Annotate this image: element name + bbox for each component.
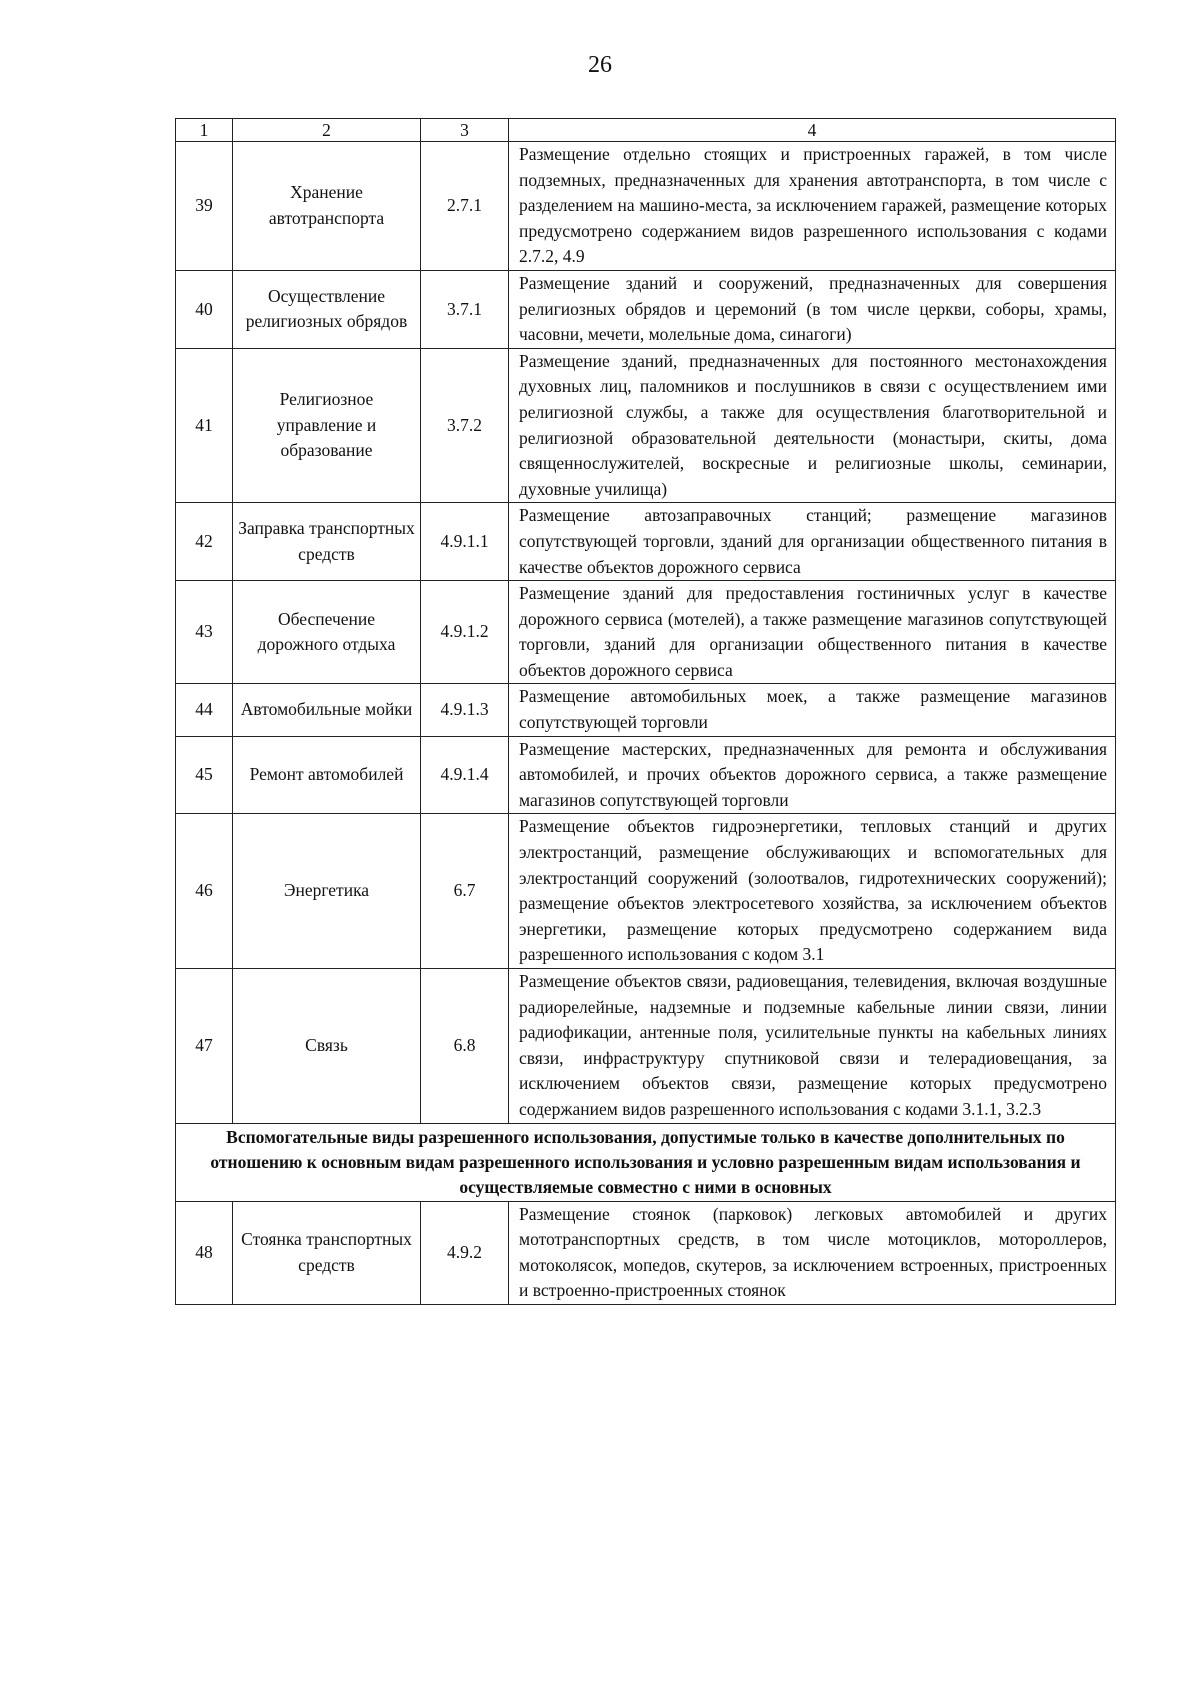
use-type-name: Ремонт автомобилей [233, 736, 421, 814]
row-number: 41 [176, 348, 233, 503]
table-row [176, 270, 1116, 348]
row-number: 47 [176, 969, 233, 1124]
column-header-1: 1 [176, 119, 233, 142]
row-number: 44 [176, 684, 233, 736]
use-type-code: 4.9.1.1 [421, 503, 509, 581]
use-type-name: Хранение автотранспорта [233, 142, 421, 271]
use-type-description: Размещение зданий для предоставления гостиничных услуг в качестве дорожного сервиса (мотелей), а также размещение магазинов сопутствующей торговли, зданий для организации общественного питания в качестве объектов дорожного сервиса [509, 581, 1116, 684]
use-type-code: 3.7.1 [421, 270, 509, 348]
column-header-4: 4 [509, 119, 1116, 142]
use-type-description: Размещение зданий, предназначенных для постоянного местонахождения духовных лиц, паломников и послушников в связи с осуществлением ими религиозной службы, а также для осуществления благотворительной и религиозной образовательной деятельности (монастыри, скиты, дома священнослужителей, воскресные и религиозные школы, семинарии, духовные училища) [509, 348, 1116, 503]
page-number: 26 [588, 52, 612, 78]
land-use-table [175, 118, 1116, 1305]
use-type-name: Связь [233, 969, 421, 1124]
use-type-description: Размещение автозаправочных станций; размещение магазинов сопутствующей торговли, зданий для организации общественного питания в качестве объектов дорожного сервиса [509, 503, 1116, 581]
table-row [176, 142, 1116, 271]
table-row [176, 348, 1116, 503]
use-type-code: 4.9.1.4 [421, 736, 509, 814]
use-type-name: Стоянка транспортных средств [233, 1201, 421, 1304]
use-type-description: Размещение зданий и сооружений, предназначенных для совершения религиозных обрядов и церемоний (в том числе церкви, соборы, храмы, часовни, мечети, молельные дома, синагоги) [509, 270, 1116, 348]
row-number: 39 [176, 142, 233, 271]
table-header-row [176, 119, 1116, 142]
use-type-name: Осуществление религиозных обрядов [233, 270, 421, 348]
table-row [176, 736, 1116, 814]
use-type-name: Энергетика [233, 814, 421, 969]
table-row [176, 814, 1116, 969]
use-type-code: 3.7.2 [421, 348, 509, 503]
use-type-description: Размещение отдельно стоящих и пристроенных гаражей, в том числе подземных, предназначенных для хранения автотранспорта, в том числе с разделением на машино-места, за исключением гаражей, размещение которых предусмотрено содержанием видов разрешенного использования с кодами 2.7.2, 4.9 [509, 142, 1116, 271]
use-type-name: Религиозное управление и образование [233, 348, 421, 503]
row-number: 40 [176, 270, 233, 348]
use-type-code: 6.7 [421, 814, 509, 969]
section-heading: Вспомогательные виды разрешенного использования, допустимые только в качестве дополнительных по отношению к основным видам разрешенного использования и условно разрешенным видам использования и осуществляемые совместно с ними в основных [176, 1123, 1116, 1201]
use-type-name: Автомобильные мойки [233, 684, 421, 736]
column-header-3: 3 [421, 119, 509, 142]
use-type-description: Размещение стоянок (парковок) легковых автомобилей и других мототранспортных средств, в том числе мотоциклов, мотороллеров, мотоколясок, мопедов, скутеров, за исключением встроенных, пристроенных и встроенно-пристроенных стоянок [509, 1201, 1116, 1304]
row-number: 48 [176, 1201, 233, 1304]
use-type-code: 4.9.1.2 [421, 581, 509, 684]
use-type-description: Размещение мастерских, предназначенных для ремонта и обслуживания автомобилей, и прочих объектов дорожного сервиса, а также размещение магазинов сопутствующей торговли [509, 736, 1116, 814]
row-number: 42 [176, 503, 233, 581]
table-row [176, 684, 1116, 736]
table-row [176, 581, 1116, 684]
use-type-name: Заправка транспортных средств [233, 503, 421, 581]
row-number: 45 [176, 736, 233, 814]
table-row [176, 1201, 1116, 1304]
column-header-2: 2 [233, 119, 421, 142]
table-row [176, 969, 1116, 1124]
use-type-code: 6.8 [421, 969, 509, 1124]
use-type-description: Размещение объектов гидроэнергетики, тепловых станций и других электростанций, размещение обслуживающих и вспомогательных для электростанций сооружений (золоотвалов, гидротехнических сооружений); размещение объектов электросетевого хозяйства, за исключением объектов энергетики, размещение которых предусмотрено содержанием вида разрешенного использования с кодом 3.1 [509, 814, 1116, 969]
table-row [176, 503, 1116, 581]
use-type-code: 2.7.1 [421, 142, 509, 271]
row-number: 46 [176, 814, 233, 969]
use-type-name: Обеспечение дорожного отдыха [233, 581, 421, 684]
use-type-code: 4.9.2 [421, 1201, 509, 1304]
use-type-code: 4.9.1.3 [421, 684, 509, 736]
use-type-description: Размещение объектов связи, радиовещания, телевидения, включая воздушные радиорелейные, надземные и подземные кабельные линии связи, линии радиофикации, антенные поля, усилительные пункты на кабельных линиях связи, инфраструктуру спутниковой связи и телерадиовещания, за исключением объектов связи, размещение которых предусмотрено содержанием видов разрешенного использования с кодами 3.1.1, 3.2.3 [509, 969, 1116, 1124]
row-number: 43 [176, 581, 233, 684]
section-heading-row [176, 1123, 1116, 1201]
use-type-description: Размещение автомобильных моек, а также размещение магазинов сопутствующей торговли [509, 684, 1116, 736]
